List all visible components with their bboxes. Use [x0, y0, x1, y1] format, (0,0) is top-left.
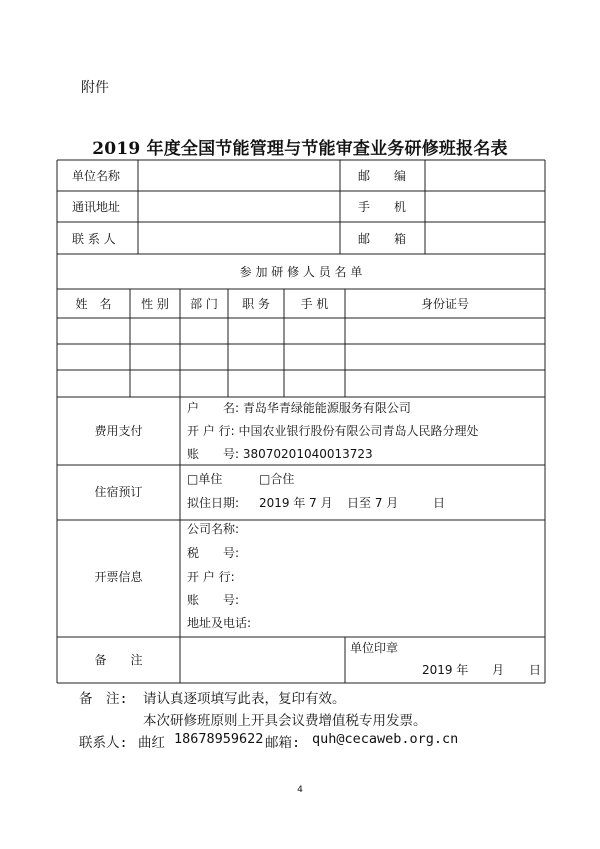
invoice-company-label: 公司名称: — [187, 522, 240, 536]
footer-contact-name: 曲红 — [138, 735, 165, 751]
stay-date-from: 2019 年 7 月 — [259, 496, 333, 510]
account-no-label: 账 号: — [187, 447, 240, 461]
header-name: 姓 名 — [75, 297, 112, 311]
header-gender: 性 别 — [141, 297, 169, 311]
stay-date-label: 拟住日期: — [187, 496, 240, 510]
seal-year: 2019 年 — [422, 663, 469, 677]
lodging-label: 住宿预订 — [94, 485, 143, 499]
footer-contact-label: 联系人: — [79, 735, 128, 751]
unit-name-label: 单位名称 — [72, 169, 121, 183]
invoice-account-label: 账 号: — [187, 593, 240, 607]
header-position: 职 务 — [242, 297, 270, 311]
footer-contact-phone: 18678959622 — [174, 731, 264, 747]
account-name-value: 青岛华青绿能能源服务有限公司 — [242, 401, 411, 415]
email-label: 邮 箱 — [358, 232, 407, 246]
footer-note-2: 本次研修班原则上开具会议费增值税专用发票。 — [143, 713, 427, 729]
address-label: 通讯地址 — [72, 200, 121, 214]
account-no-value: 38070201040013723 — [242, 447, 373, 461]
footer-note-label: 备 注: — [79, 691, 128, 707]
shared-room-option[interactable]: □合住 — [259, 472, 295, 486]
seal-label: 单位印章 — [350, 641, 399, 655]
mobile-label: 手 机 — [358, 200, 407, 214]
stay-date-mid: 日至 7 月 — [347, 496, 399, 510]
attachment-label: 附件 — [81, 80, 109, 96]
bank-value: 中国农业银行股份有限公司青岛人民路分理处 — [238, 424, 479, 438]
participants-title: 参 加 研 修 人 员 名 单 — [239, 265, 363, 279]
account-no-row — [187, 447, 373, 461]
seal-month: 月 — [492, 663, 505, 677]
postcode-label: 邮 编 — [358, 169, 407, 183]
remarks-label: 备 注 — [94, 653, 143, 667]
header-dept: 部 门 — [190, 297, 218, 311]
invoice-address-phone-label: 地址及电话: — [187, 616, 252, 630]
page-number: 4 — [297, 785, 303, 795]
footer-note-1: 请认真逐项填写此表，复印有效。 — [143, 691, 346, 707]
footer-email-label: 邮箱: — [265, 735, 301, 751]
invoice-tax-label: 税 号: — [187, 546, 240, 560]
invoice-bank-label: 开 户 行: — [187, 570, 235, 584]
bank-label: 开 户 行: — [187, 424, 235, 438]
single-room-option[interactable]: □单住 — [187, 472, 223, 486]
stay-date-end: 日 — [433, 496, 446, 510]
header-id-number: 身份证号 — [420, 297, 469, 311]
contact-label: 联 系 人 — [72, 232, 116, 246]
header-mobile: 手 机 — [300, 297, 329, 311]
payment-label: 费用支付 — [94, 424, 143, 438]
seal-day: 日 — [529, 663, 542, 677]
form-title: 2019 年度全国节能管理与节能审查业务研修班报名表 — [92, 139, 508, 159]
account-name-row — [187, 401, 411, 415]
invoice-label: 开票信息 — [94, 570, 143, 584]
footer-email: quh@cecaweb.org.cn — [312, 731, 459, 747]
account-name-label: 户 名: — [187, 401, 240, 415]
bank-row — [187, 424, 479, 438]
